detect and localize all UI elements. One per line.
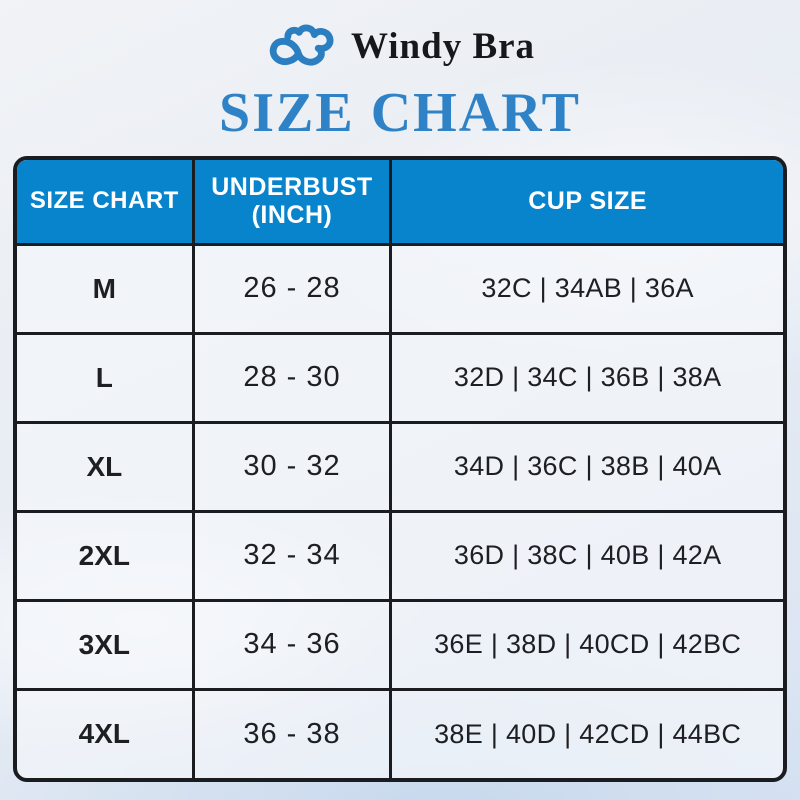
underbust-cell: 26 - 28 — [193, 244, 391, 333]
page-title: SIZE CHART — [219, 82, 581, 144]
brand-header — [0, 0, 800, 76]
brand-name: Windy Bra — [350, 25, 536, 67]
header-row — [17, 160, 783, 244]
cup-size-cell: 32C | 34AB | 36A — [391, 244, 783, 333]
table-row — [17, 422, 783, 511]
table-row — [17, 333, 783, 422]
column-header-cup — [391, 160, 783, 244]
cup-size-cell: 36D | 38C | 40B | 42A — [391, 511, 783, 600]
underbust-cell: 32 - 34 — [193, 511, 391, 600]
column-header-size-label: SIZE CHART — [29, 187, 179, 215]
underbust-cell: 30 - 32 — [193, 422, 391, 511]
size-chart-table — [17, 160, 783, 778]
table-row — [17, 511, 783, 600]
column-header-underbust-unit: (INCH) — [251, 201, 333, 230]
table-row — [17, 689, 783, 778]
size-cell: 3XL — [17, 600, 193, 689]
size-cell: L — [17, 333, 193, 422]
size-cell: 4XL — [17, 689, 193, 778]
column-header-underbust-label: UNDERBUST — [211, 172, 373, 201]
table-row — [17, 244, 783, 333]
column-header-cup-label: CUP SIZE — [528, 186, 648, 215]
cup-size-cell: 32D | 34C | 36B | 38A — [391, 333, 783, 422]
underbust-cell: 34 - 36 — [193, 600, 391, 689]
size-chart-table-container — [13, 156, 787, 782]
column-header-size — [17, 160, 193, 244]
size-cell: XL — [17, 422, 193, 511]
cup-size-cell: 38E | 40D | 42CD | 44BC — [391, 689, 783, 778]
underbust-cell: 36 - 38 — [193, 689, 391, 778]
cup-size-cell: 34D | 36C | 38B | 40A — [391, 422, 783, 511]
size-cell: 2XL — [17, 511, 193, 600]
size-cell: M — [17, 244, 193, 333]
table-row — [17, 600, 783, 689]
underbust-cell: 28 - 30 — [193, 333, 391, 422]
column-header-underbust — [193, 160, 391, 244]
cup-size-cell: 36E | 38D | 40CD | 42BC — [391, 600, 783, 689]
cloud-infinity-icon — [265, 17, 341, 75]
